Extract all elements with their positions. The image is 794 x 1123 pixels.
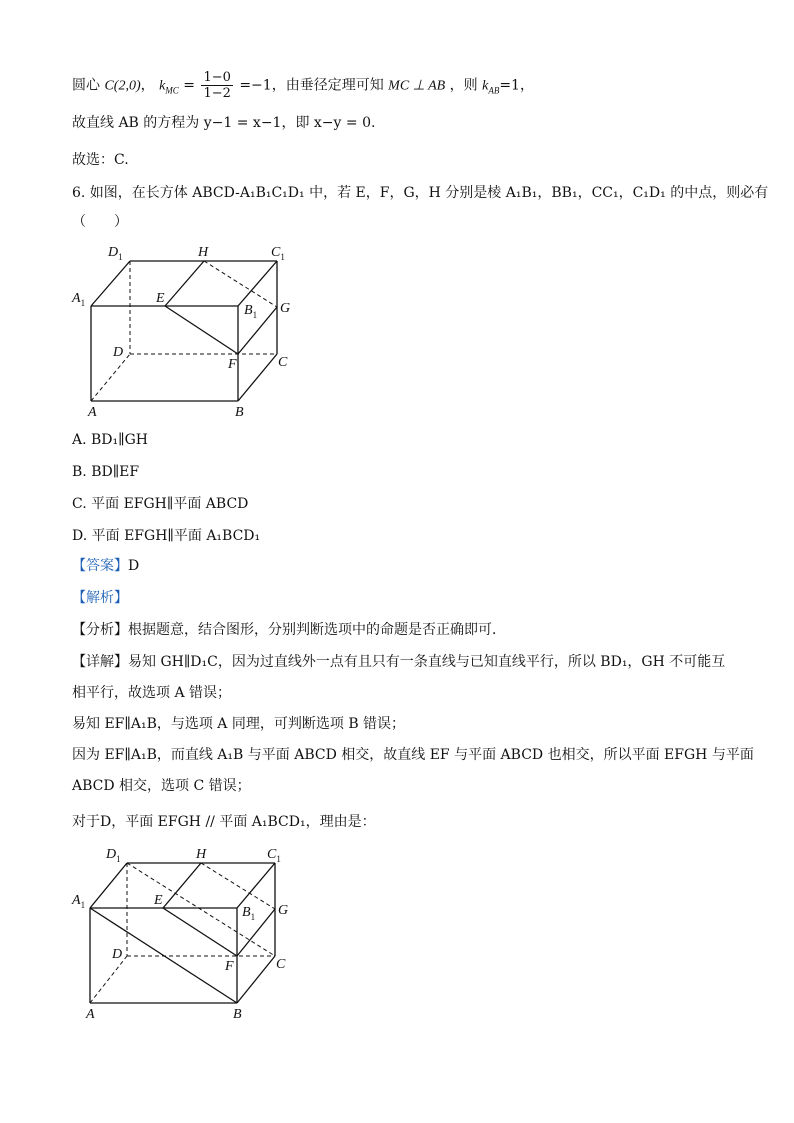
slope-sub: MC bbox=[165, 85, 179, 96]
label-a1: $A_1$ bbox=[72, 291, 86, 308]
label-a: A bbox=[88, 405, 97, 420]
label-d: D bbox=[113, 345, 124, 360]
label-g: G bbox=[280, 301, 291, 316]
label-c1: $C_1$ bbox=[267, 847, 281, 864]
label-a1: $A_1$ bbox=[72, 893, 86, 910]
xiangjie-text-1: 易知 GH∥D₁C，因为过直线外一点有且只有一条直线与已知直线平行，所以 BD₁，GH 不可能互 bbox=[128, 654, 726, 670]
solution-line-2: 故直线 AB 的方程为 y−1 = x−1，即 x−y = 0. bbox=[72, 115, 376, 131]
xiangjie-line-2: 相平行，故选项 A 错误； bbox=[72, 685, 232, 701]
label-f: F bbox=[228, 357, 237, 372]
label-d1: $D_1$ bbox=[108, 245, 123, 262]
label-a: A bbox=[86, 1007, 95, 1022]
label-h: H bbox=[196, 847, 207, 862]
option-b: B. BD∥EF bbox=[72, 464, 140, 480]
option-a: A. BD₁∥GH bbox=[72, 432, 148, 448]
xiangjie-tag: 【详解】 bbox=[72, 654, 128, 670]
text-then: ，则 bbox=[449, 77, 478, 94]
xiangjie-line-4: 因为 EF∥A₁B，而直线 A₁B 与平面 ABCD 相交，故直线 EF 与平面 ABCD 也相交，所以平面 EFGH 与平面 bbox=[72, 747, 754, 763]
cuboid-figure-1 bbox=[68, 238, 308, 428]
label-c: C bbox=[276, 957, 286, 972]
answer-line bbox=[72, 556, 139, 576]
option-c: C. 平面 EFGH∥平面 ABCD bbox=[72, 496, 249, 512]
analysis-line bbox=[72, 588, 128, 608]
option-d: D. 平面 EFGH∥平面 A₁BCD₁ bbox=[72, 528, 261, 544]
fraction-den: 1−2 bbox=[203, 86, 231, 101]
label-b: B bbox=[233, 1007, 242, 1022]
slope-k2: k bbox=[482, 78, 489, 94]
label-h: H bbox=[198, 245, 209, 260]
fenxi-tag: 【分析】 bbox=[72, 622, 128, 638]
answer-value: D bbox=[128, 558, 140, 574]
label-e: E bbox=[154, 893, 163, 908]
fraction-num: 1−0 bbox=[203, 70, 231, 85]
label-f: F bbox=[225, 959, 234, 974]
label-e: E bbox=[156, 291, 165, 306]
xiangjie-line-3: 易知 EF∥A₁B，与选项 A 同理，可判断选项 B 错误； bbox=[72, 716, 406, 732]
label-b: B bbox=[235, 405, 244, 420]
label-d: D bbox=[112, 947, 123, 962]
fenxi-text: 根据题意，结合图形，分别判断选项中的命题是否正确即可． bbox=[128, 622, 506, 638]
analysis-tag: 【解析】 bbox=[72, 590, 128, 606]
slope-k: k bbox=[159, 78, 166, 94]
label-d1: $D_1$ bbox=[106, 847, 121, 864]
fraction bbox=[201, 70, 232, 101]
question-6-stem: 6. 如图，在长方体 ABCD-A₁B₁C₁D₁ 中，若 E，F，G，H 分别是棱 A₁B₁，BB₁，CC₁，C₁D₁ 的中点，则必有 bbox=[72, 185, 769, 201]
question-6-paren: （ ） bbox=[72, 214, 128, 230]
xiangjie-line-1 bbox=[72, 652, 725, 672]
solution-line-1: 圆心 C(2,0)， $k_{MC}$ = $\frac{1-0}{1-2}$ =−1，由垂径定理可知 MC ⊥ AB ，则 $k_{AB}=1$， bbox=[72, 70, 534, 101]
xiangjie-line-6: 对于D，平面 EFGH // 平面 A₁BCD₁，理由是： bbox=[72, 814, 376, 830]
label-c: C bbox=[278, 355, 288, 370]
solution-line-3: 故选：C. bbox=[72, 152, 129, 168]
label-b1: $B_1$ bbox=[242, 905, 256, 922]
xiangjie-line-5: ABCD 相交，选项 C 错误； bbox=[72, 778, 251, 794]
fenxi-line bbox=[72, 620, 506, 640]
perp-relation: MC ⊥ AB bbox=[388, 78, 446, 94]
slope-sub2: AB bbox=[488, 85, 500, 96]
label-b1: $B_1$ bbox=[244, 303, 258, 320]
answer-tag: 【答案】 bbox=[72, 558, 128, 574]
label-g: G bbox=[278, 903, 289, 918]
label-c1: $C_1$ bbox=[271, 245, 285, 262]
equals: = bbox=[183, 77, 195, 94]
cuboid-figure-2 bbox=[68, 840, 308, 1030]
text-rest: =−1，由垂径定理可知 bbox=[239, 77, 384, 94]
point-c: C(2,0) bbox=[104, 78, 141, 94]
text-center: 圆心 bbox=[72, 77, 100, 94]
text-end: =1， bbox=[499, 77, 534, 94]
